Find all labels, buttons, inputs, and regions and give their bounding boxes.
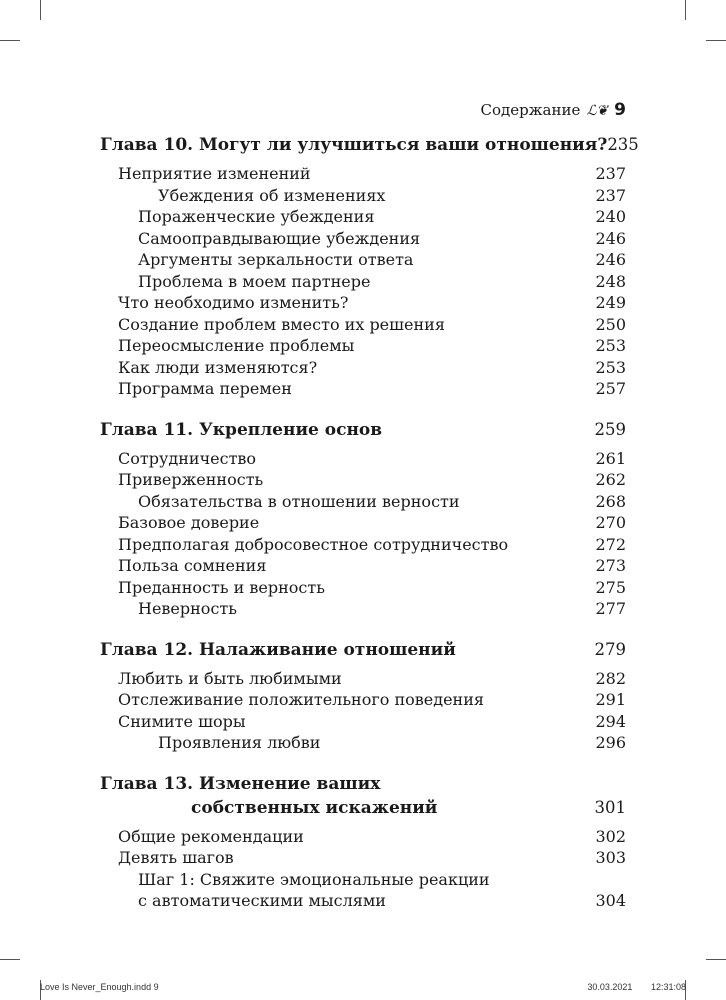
- toc-entry-page: 268: [595, 491, 626, 511]
- toc-entry[interactable]: [100, 890, 626, 912]
- toc-entry-title: Сотрудничество: [118, 448, 257, 468]
- toc-chapter-heading[interactable]: [100, 638, 626, 662]
- toc-chapter-heading[interactable]: [100, 133, 639, 157]
- toc-entry-page: 294: [595, 711, 626, 731]
- toc-entry-page: 248: [595, 271, 626, 291]
- page-number: 9: [614, 100, 626, 120]
- toc-entry[interactable]: [100, 469, 626, 491]
- toc-entry-title: Обязательства в отношении верности: [138, 491, 460, 511]
- toc-entry-page: 270: [595, 513, 626, 532]
- toc-entry-page: 275: [595, 577, 626, 597]
- toc-entry-title: Любить и быть любимыми: [118, 668, 342, 688]
- toc-entry[interactable]: [100, 491, 626, 513]
- toc-entry-page: 272: [595, 534, 626, 554]
- toc-entry[interactable]: [100, 292, 626, 314]
- crop-mark: [685, 0, 686, 20]
- toc-chapter-heading-continued[interactable]: [100, 796, 626, 820]
- toc-entry-title: Преданность и верность: [118, 577, 325, 597]
- toc-entry-page: 249: [595, 293, 626, 312]
- toc-entry-title: Предполагая добросовестное сотрудничество: [118, 534, 509, 554]
- crop-mark: [706, 40, 726, 41]
- running-head-title: Содержание: [480, 101, 581, 119]
- toc-chapter-heading[interactable]: [100, 772, 626, 796]
- toc-entry-title: Что необходимо изменить?: [118, 293, 349, 312]
- toc-entry[interactable]: [100, 206, 626, 228]
- toc-entry-title: Снимите шоры: [118, 711, 246, 731]
- toc-entry-page: 304: [595, 891, 626, 910]
- toc-entry-page: 235: [607, 135, 639, 154]
- toc-entry-page: 237: [595, 164, 626, 183]
- toc-entry[interactable]: [100, 668, 626, 690]
- toc-entry-title: с автоматическими мыслями: [138, 891, 386, 910]
- toc-entry[interactable]: [100, 163, 626, 185]
- toc-chapter-heading[interactable]: [100, 418, 626, 442]
- toc-entry[interactable]: [100, 314, 626, 336]
- toc-entry-title: Пораженческие убеждения: [138, 207, 375, 226]
- toc-entry-title: Девять шагов: [118, 848, 234, 867]
- toc-entry[interactable]: [100, 512, 626, 534]
- toc-entry-page: 240: [595, 207, 626, 226]
- toc-entry[interactable]: [100, 228, 626, 250]
- toc-entry-title: Как люди изменяются?: [118, 357, 318, 377]
- footer-file: Love Is Never_Enough.indd 9: [40, 982, 159, 992]
- toc-entry-page: 291: [595, 690, 626, 709]
- footer-date: 30.03.2021: [587, 982, 633, 992]
- ornament-icon: ℒ❦: [586, 103, 609, 119]
- toc-entry[interactable]: [100, 555, 626, 577]
- toc-entry[interactable]: [100, 847, 626, 869]
- toc-entry-title: Создание проблем вместо их решения: [118, 314, 445, 334]
- toc-entry-title: Проявления любви: [158, 733, 321, 752]
- toc-entry-page: 253: [595, 336, 626, 355]
- running-head: [480, 100, 626, 120]
- crop-mark: [0, 959, 20, 960]
- toc-entry[interactable]: [100, 534, 626, 556]
- toc-entry-title: Общие рекомендации: [118, 826, 304, 846]
- toc-entry[interactable]: [100, 826, 626, 848]
- toc-entry[interactable]: [100, 577, 626, 599]
- toc-entry-title: Программа перемен: [118, 379, 292, 398]
- toc-entry[interactable]: [100, 869, 626, 891]
- toc-entry[interactable]: [100, 357, 626, 379]
- toc-entry-title: Неприятие изменений: [118, 164, 311, 183]
- toc-entry-page: 257: [595, 379, 626, 398]
- toc-entry-page: 250: [595, 314, 626, 334]
- toc-entry-page: 261: [595, 448, 626, 468]
- toc-entry-page: 259: [594, 419, 626, 439]
- toc-entry-page: 279: [594, 639, 626, 659]
- toc-entry[interactable]: [100, 689, 626, 711]
- toc-entry[interactable]: [100, 249, 626, 271]
- toc-entry[interactable]: [100, 335, 626, 357]
- crop-mark: [706, 959, 726, 960]
- toc-entry-page: 277: [595, 599, 626, 618]
- toc-entry-title: Переосмысление проблемы: [118, 336, 355, 355]
- toc-entry[interactable]: [100, 271, 626, 293]
- toc-entry-page: 273: [595, 556, 626, 575]
- toc-entry-title: Аргументы зеркальности ответа: [138, 250, 414, 269]
- toc-entry-title: собственных искажений: [191, 797, 438, 818]
- toc-entry-title: Неверность: [138, 599, 237, 618]
- toc-entry-title: Глава 13. Изменение ваших: [100, 773, 381, 794]
- toc-entry-title: Отслеживание положительного поведения: [118, 690, 484, 709]
- toc-entry-title: Приверженность: [118, 470, 264, 489]
- toc-entry[interactable]: [100, 185, 626, 207]
- toc-entry-title: Глава 12. Налаживание отношений: [100, 639, 456, 660]
- toc-entry-page: 302: [595, 826, 626, 846]
- toc-entry-page: 296: [595, 733, 626, 752]
- toc-entry-page: 237: [595, 185, 626, 205]
- toc-entry[interactable]: [100, 732, 626, 754]
- toc-entry-title: Проблема в моем партнере: [138, 271, 371, 291]
- crop-mark: [0, 40, 20, 41]
- toc-entry-title: Глава 10. Могут ли улучшиться ваши отношения?: [100, 135, 608, 155]
- toc-entry-page: 262: [595, 470, 626, 489]
- crop-mark: [40, 0, 41, 20]
- toc-entry-page: 253: [595, 357, 626, 377]
- toc-entry-page: 246: [595, 228, 626, 248]
- toc-entry-page: 246: [595, 250, 626, 269]
- toc-entry[interactable]: [100, 711, 626, 733]
- toc-entry-page: 282: [595, 668, 626, 688]
- table-of-contents: [100, 133, 639, 912]
- toc-entry[interactable]: [100, 598, 626, 620]
- print-footer: [40, 982, 686, 992]
- toc-entry-page: 303: [595, 848, 626, 867]
- toc-entry[interactable]: [100, 378, 626, 400]
- toc-entry[interactable]: [100, 448, 626, 470]
- toc-entry-title: Польза сомнения: [118, 556, 267, 575]
- toc-entry-title: Шаг 1: Свяжите эмоциональные реакции: [138, 869, 490, 889]
- toc-entry-title: Убеждения об изменениях: [158, 185, 386, 205]
- toc-entry-title: Глава 11. Укрепление основ: [100, 419, 383, 440]
- footer-time: 12:31:08: [650, 982, 686, 992]
- toc-entry-title: Самооправдывающие убеждения: [138, 228, 421, 248]
- toc-entry-page: 301: [594, 797, 626, 817]
- toc-entry-title: Базовое доверие: [118, 513, 260, 532]
